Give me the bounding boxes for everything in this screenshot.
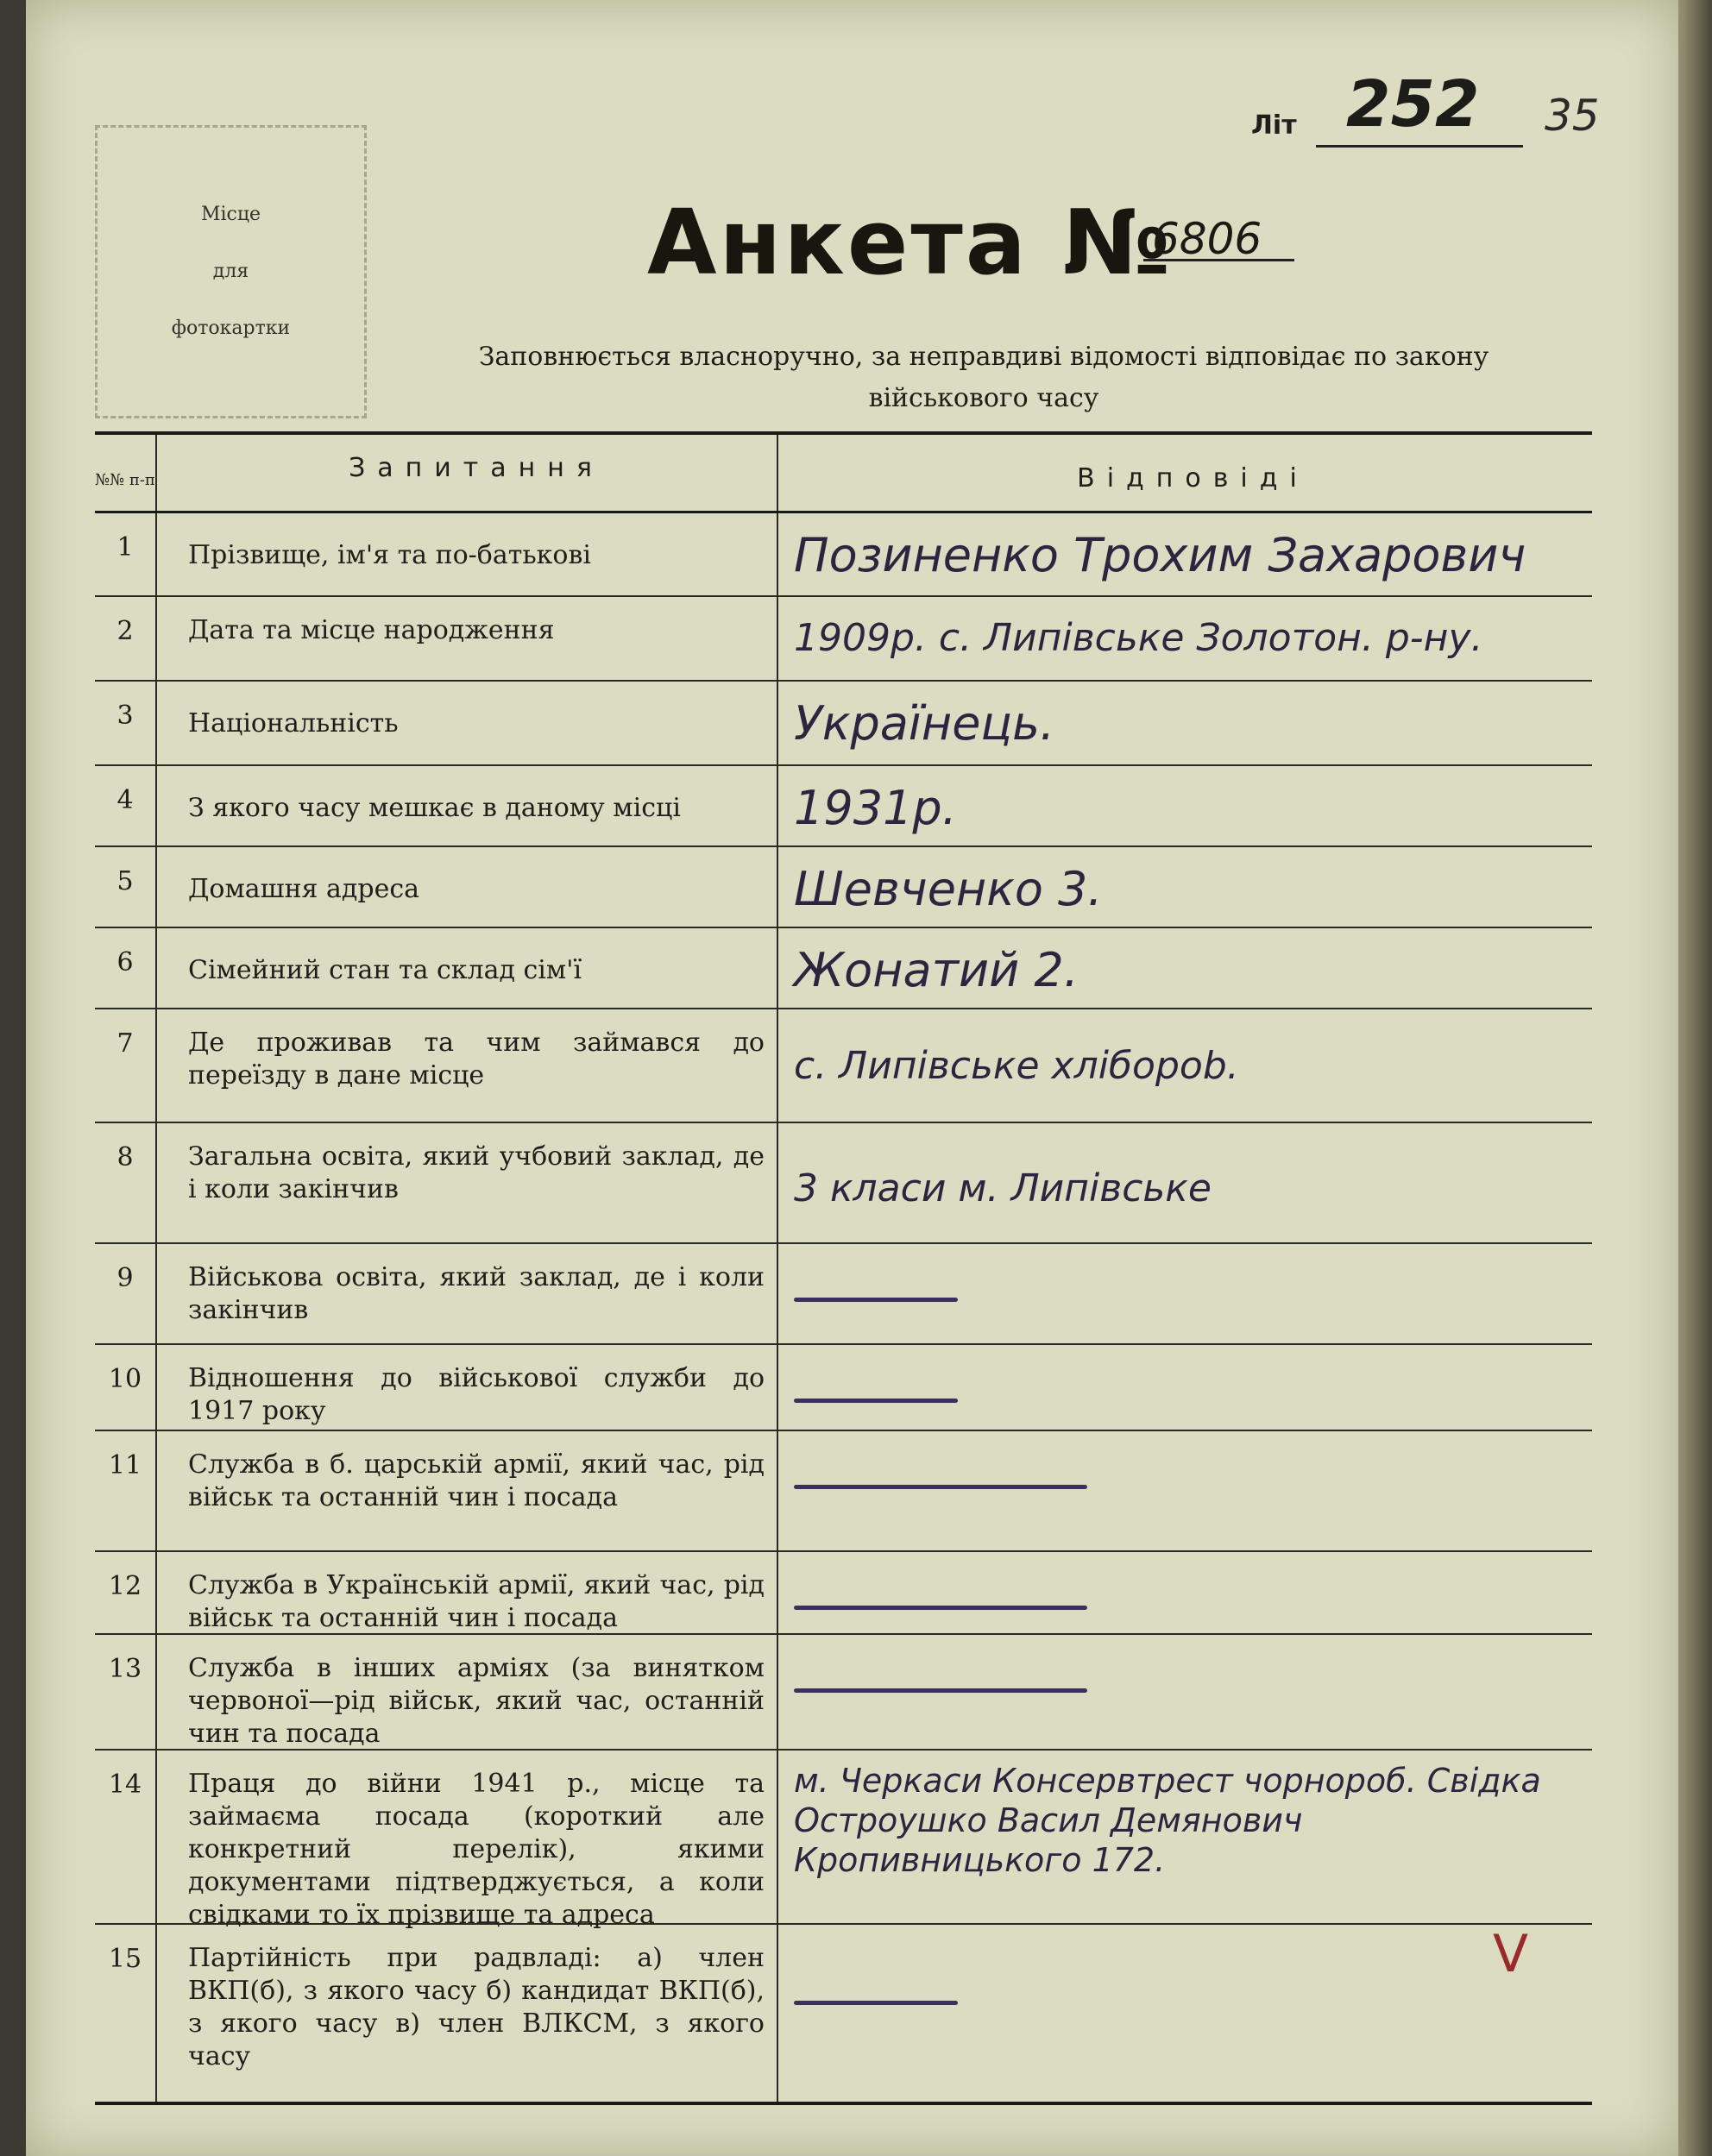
row-num: 12 bbox=[95, 1552, 157, 1633]
row-question: Служба в Українській армії, який час, рід військ та останній чин і посада bbox=[157, 1552, 778, 1633]
answer-dash bbox=[794, 1399, 958, 1403]
table-row bbox=[95, 847, 1592, 928]
row-answer: 3 класи м. Липівське bbox=[794, 1166, 1212, 1210]
row-question: Праця до війни 1941 р., місце та займаєма посада (короткий але конкретний перелік), якими документами підтверджується, а коли свідками то їх прізвище та адреса bbox=[157, 1751, 778, 1923]
row-question: Домашня адреса bbox=[157, 847, 778, 927]
row-num: 10 bbox=[95, 1345, 157, 1430]
row-num: 11 bbox=[95, 1431, 157, 1550]
row-question: Військова освіта, який заклад, де і коли закінчив bbox=[157, 1244, 778, 1343]
table-row bbox=[95, 1552, 1592, 1635]
row-answer: 1931р. bbox=[794, 781, 957, 835]
row-answer: Позиненко Трохим Захарович bbox=[794, 528, 1526, 582]
table-row bbox=[95, 1925, 1592, 2105]
row-answer: Шевченко 3. bbox=[794, 862, 1103, 916]
table-row bbox=[95, 1431, 1592, 1552]
row-num: 7 bbox=[95, 1009, 157, 1122]
row-question: З якого часу мешкає в даному місці bbox=[157, 766, 778, 845]
questionnaire-table bbox=[95, 431, 1592, 2105]
row-answer bbox=[778, 1925, 1592, 2102]
table-row bbox=[95, 928, 1592, 1009]
table-row bbox=[95, 597, 1592, 682]
row-num: 5 bbox=[95, 847, 157, 927]
row-num: 1 bbox=[95, 513, 157, 595]
row-answer bbox=[778, 1345, 1592, 1430]
table-row bbox=[95, 1345, 1592, 1431]
row-question: Служба в інших арміях (за винятком червоної—рід військ, який час, останній чин та посада bbox=[157, 1635, 778, 1749]
answer-dash bbox=[794, 1298, 958, 1302]
table-row bbox=[95, 1244, 1592, 1345]
row-answer bbox=[778, 1244, 1592, 1343]
form-number-line bbox=[1143, 259, 1294, 261]
header-num: №№ п-п bbox=[95, 435, 157, 511]
header-question: Запитання bbox=[157, 435, 778, 511]
lit-label: Літ bbox=[1251, 110, 1297, 141]
page-title: Анкета № bbox=[647, 190, 1174, 295]
check-mark: V bbox=[1493, 1924, 1529, 1984]
form-number: 6806 bbox=[1152, 214, 1262, 264]
photo-label-1: Місце bbox=[200, 204, 261, 225]
row-num: 8 bbox=[95, 1123, 157, 1242]
document-page bbox=[26, 0, 1678, 2156]
answer-dash bbox=[794, 1606, 1087, 1610]
row-answer: Жонатий 2. bbox=[794, 943, 1079, 997]
row-question: Сімейний стан та склад сім'ї bbox=[157, 928, 778, 1008]
table-header bbox=[95, 435, 1592, 513]
row-num: 2 bbox=[95, 597, 157, 680]
row-answer: с. Липівське хліборob. bbox=[794, 1044, 1239, 1088]
header-answer: Відповіді bbox=[1077, 463, 1309, 493]
row-num: 13 bbox=[95, 1635, 157, 1749]
notice-text: Заповнюється власноручно, за неправдиві відомості відповідає по закону військового часу bbox=[478, 342, 1489, 413]
answer-dash bbox=[794, 2001, 958, 2005]
table-row bbox=[95, 513, 1592, 597]
row-num: 4 bbox=[95, 766, 157, 845]
table-row bbox=[95, 1635, 1592, 1751]
row-answer bbox=[778, 1552, 1592, 1633]
table-row bbox=[95, 682, 1592, 766]
photo-label-2: для bbox=[212, 261, 249, 282]
row-num: 6 bbox=[95, 928, 157, 1008]
row-num: 9 bbox=[95, 1244, 157, 1343]
answer-dash bbox=[794, 1485, 1087, 1489]
row-question: Прізвище, ім'я та по-батькові bbox=[157, 513, 778, 595]
table-row bbox=[95, 1123, 1592, 1244]
row-question: Партійність при радвладі: а) член ВКП(б), з якого часу б) кандидат ВКП(б), з якого часу в) член ВЛКСМ, з якого часу bbox=[157, 1925, 778, 2102]
lit-line bbox=[1316, 145, 1523, 148]
row-answer: м. Черкаси Консервтрест чорнороб. Свідка Остроушко Васил Демянович Кропивницького 172. bbox=[794, 1762, 1541, 1879]
lit-sub-value: 35 bbox=[1545, 91, 1600, 141]
row-num: 3 bbox=[95, 682, 157, 764]
row-num: 15 bbox=[95, 1925, 157, 2102]
row-answer: 1909р. с. Липівське Золотон. р-ну. bbox=[794, 616, 1483, 660]
row-question: Відношення до військової служби до 1917 року bbox=[157, 1345, 778, 1430]
table-row bbox=[95, 766, 1592, 847]
row-question: Загальна освіта, який учбовий заклад, де і коли закінчив bbox=[157, 1123, 778, 1242]
row-question: Національність bbox=[157, 682, 778, 764]
row-answer bbox=[778, 1431, 1592, 1550]
row-question: Служба в б. царській армії, який час, рід військ та останній чин і посада bbox=[157, 1431, 778, 1550]
table-row bbox=[95, 1009, 1592, 1123]
row-question: Дата та місце народження bbox=[157, 597, 778, 680]
row-question: Де проживав та чим займався до переїзду в дане місце bbox=[157, 1009, 778, 1122]
row-answer bbox=[778, 1635, 1592, 1749]
row-answer: Українець. bbox=[794, 696, 1055, 751]
photo-label-3: фотокартки bbox=[171, 317, 291, 339]
answer-dash bbox=[794, 1688, 1087, 1693]
row-num: 14 bbox=[95, 1751, 157, 1923]
lit-value: 252 bbox=[1346, 67, 1480, 141]
table-row bbox=[95, 1751, 1592, 1930]
photo-placeholder bbox=[95, 125, 367, 418]
